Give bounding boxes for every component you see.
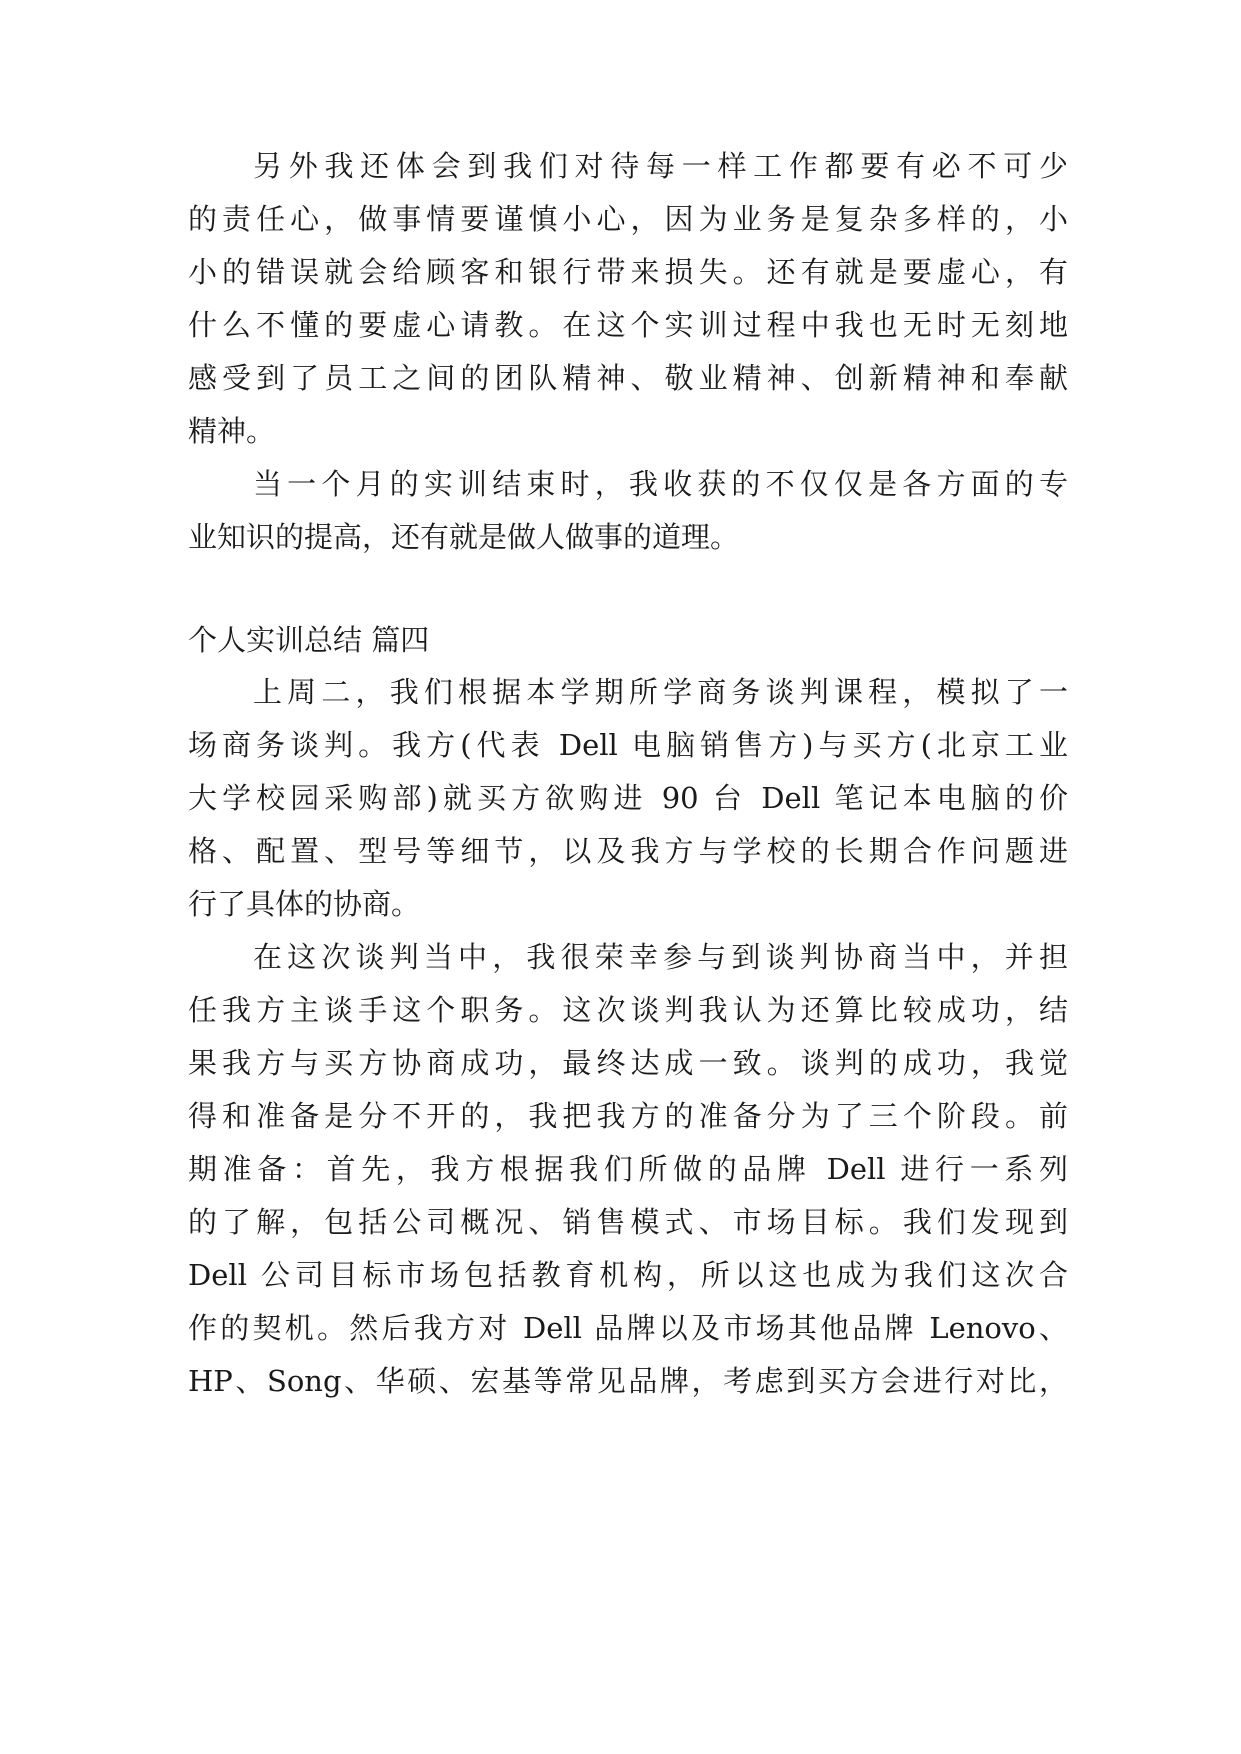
paragraph-3-line-1: 上周二，我们根据本学期所学商务谈判课程，模拟了一 [253, 675, 1068, 709]
paragraph-1-line-6: 精神。 [188, 414, 276, 448]
paragraph-3-line-4: 格、配置、型号等细节，以及我方与学校的长期合作问题进 [188, 834, 1068, 868]
paragraph-4-line-9: HP、Song、华硕、宏基等常见品牌，考虑到买方会进行对比， [188, 1364, 1068, 1398]
paragraph-4-line-2: 任我方主谈手这个职务。这次谈判我认为还算比较成功，结 [188, 993, 1068, 1027]
paragraph-4-line-4: 得和准备是分不开的，我把我方的准备分为了三个阶段。前 [188, 1099, 1068, 1133]
paragraph-4-line-8: 作的契机。然后我方对 Dell 品牌以及市场其他品牌 Lenovo、 [188, 1311, 1068, 1345]
paragraph-1-line-1: 另外我还体会到我们对待每一样工作都要有必不可少 [253, 149, 1068, 183]
paragraph-4-line-1: 在这次谈判当中，我很荣幸参与到谈判协商当中，并担 [253, 940, 1068, 974]
paragraph-4-line-6: 的了解，包括公司概况、销售模式、市场目标。我们发现到 [188, 1205, 1068, 1239]
paragraph-1-line-4: 什么不懂的要虚心请教。在这个实训过程中我也无时无刻地 [188, 308, 1068, 342]
paragraph-3-line-2: 场商务谈判。我方(代表 Dell 电脑销售方)与买方(北京工业 [188, 728, 1068, 762]
paragraph-4-line-7: Dell 公司目标市场包括教育机构，所以这也成为我们这次合 [188, 1258, 1068, 1292]
paragraph-2-line-1: 当一个月的实训结束时，我收获的不仅仅是各方面的专 [253, 467, 1068, 501]
paragraph-1-line-3: 小的错误就会给顾客和银行带来损失。还有就是要虚心，有 [188, 255, 1068, 289]
paragraph-3-line-3: 大学校园采购部)就买方欲购进 90 台 Dell 笔记本电脑的价 [188, 781, 1068, 815]
paragraph-1-line-5: 感受到了员工之间的团队精神、敬业精神、创新精神和奉献 [188, 361, 1068, 395]
paragraph-1-line-2: 的责任心，做事情要谨慎小心，因为业务是复杂多样的，小 [188, 202, 1068, 236]
section-heading: 个人实训总结 篇四 [188, 623, 430, 657]
paragraph-3-line-5: 行了具体的协商。 [188, 887, 421, 921]
paragraph-4-line-5: 期准备：首先，我方根据我们所做的品牌 Dell 进行一系列 [188, 1152, 1068, 1186]
paragraph-2-line-2: 业知识的提高，还有就是做人做事的道理。 [188, 520, 740, 554]
paragraph-4-line-3: 果我方与买方协商成功，最终达成一致。谈判的成功，我觉 [188, 1046, 1068, 1080]
